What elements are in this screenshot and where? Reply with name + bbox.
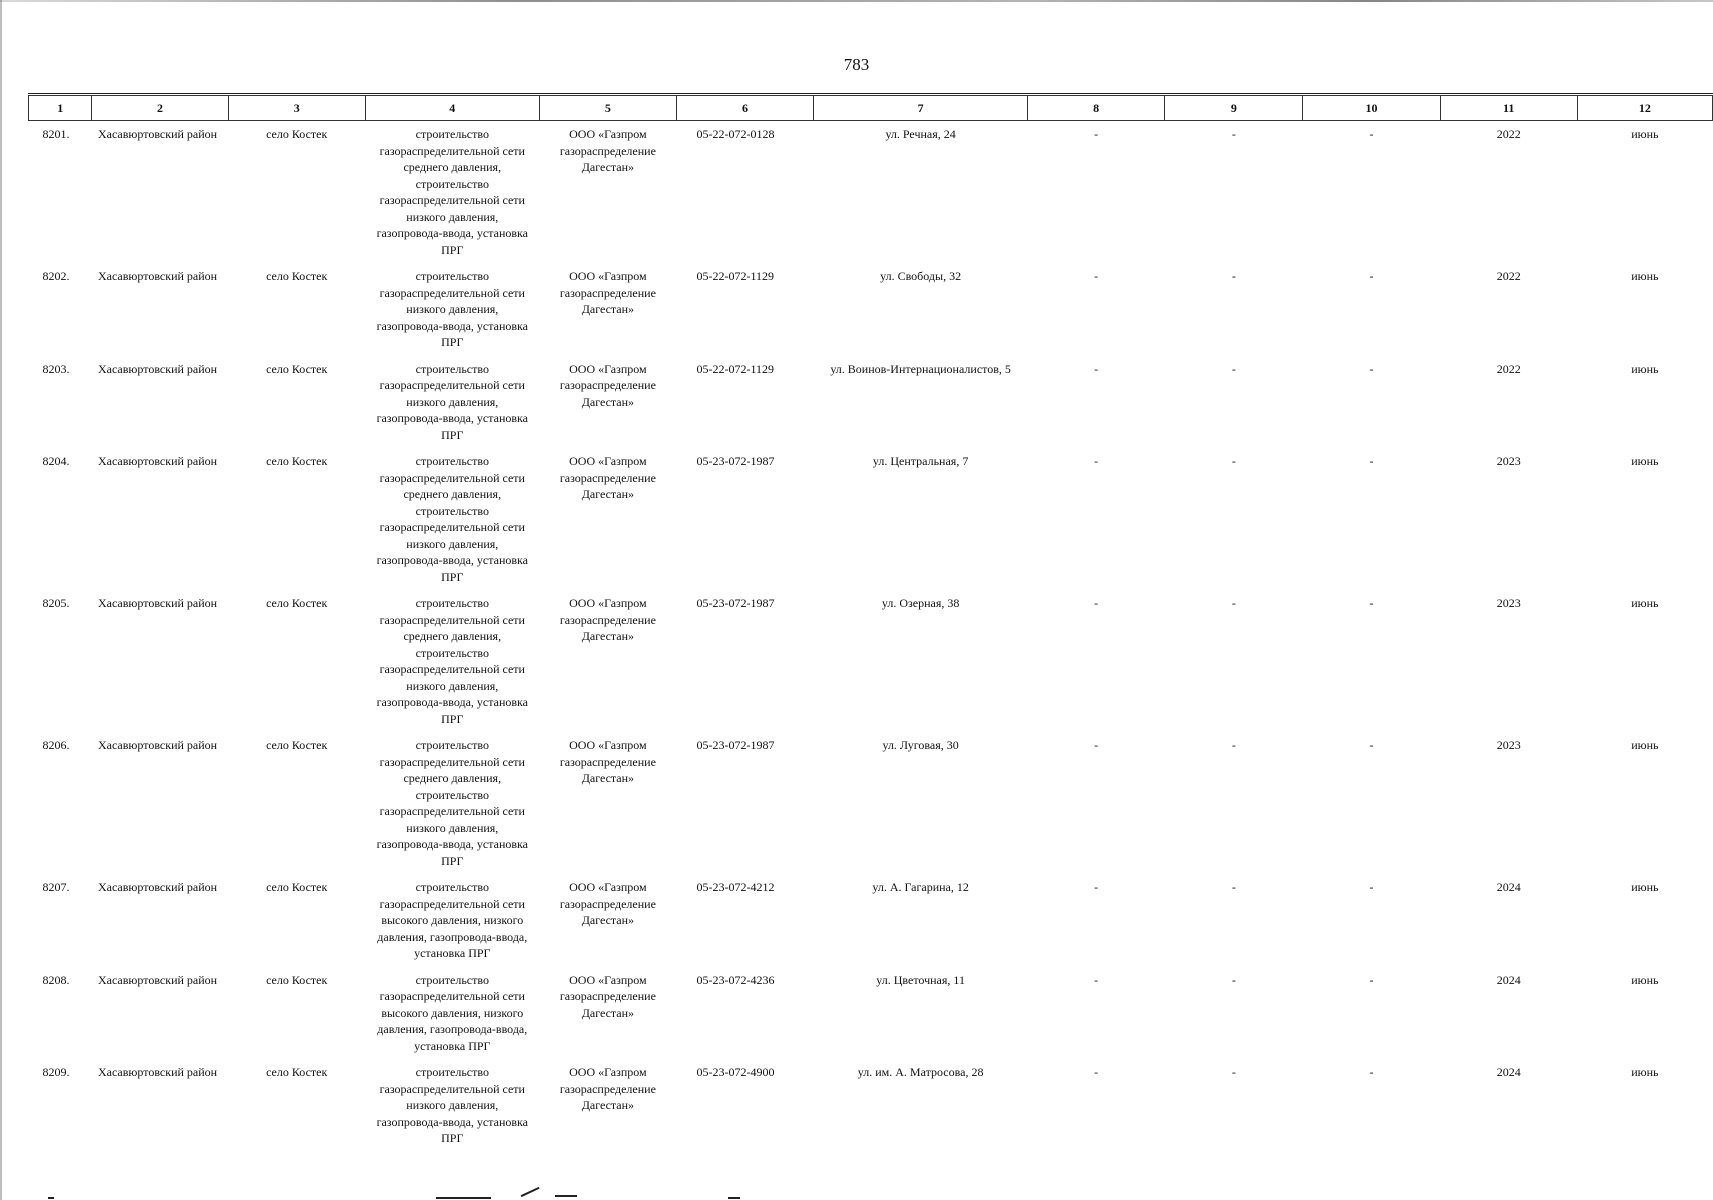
column-header-7: 7	[814, 96, 1028, 121]
month-cell: июнь	[1631, 1065, 1659, 1079]
scan-bottom-marks	[0, 1183, 1713, 1200]
settlement-cell: село Костек	[266, 738, 328, 752]
program-code-cell: 05-22-072-1129	[696, 361, 775, 376]
program-code-cell: 05-23-072-4900	[696, 1065, 775, 1079]
district-cell: Хасавюртовский район	[97, 269, 218, 283]
works-cell-line: давления, газопровода-ввода,	[377, 929, 528, 944]
organization-cell-line: Дагестан»	[581, 629, 635, 643]
works-cell	[365, 453, 539, 595]
works-cell-line: газопровода-ввода, установка	[376, 553, 529, 567]
table-row	[29, 268, 1713, 361]
organization-cell-line: ООО «Газпром	[569, 738, 647, 752]
month-cell: июнь	[1631, 596, 1659, 610]
works-cell-line: строительство	[415, 503, 489, 518]
works-cell-line: высокого давления, низкого	[381, 1005, 524, 1020]
works-cell	[365, 361, 539, 454]
works-cell-line: газопровода-ввода, установка	[376, 1114, 529, 1129]
organization-cell-line: ООО «Газпром	[569, 880, 647, 894]
organization-cell-line: газораспределение	[559, 989, 656, 1003]
works-cell-line: ПРГ	[441, 1131, 464, 1145]
address-cell: ул. Воинов-Интернационалистов, 5	[830, 361, 1011, 376]
settlement-cell: село Костек	[266, 972, 328, 987]
row-number: 8202.	[42, 269, 70, 283]
organization-cell-line: ООО «Газпром	[569, 972, 647, 987]
works-cell-line: строительство	[415, 787, 489, 802]
column-header-11: 11	[1440, 96, 1577, 121]
column-header-10: 10	[1303, 96, 1440, 121]
works-cell	[365, 879, 539, 972]
column-9-cell: -	[1231, 972, 1236, 987]
works-cell-line: строительство	[415, 361, 489, 376]
column-9-cell: -	[1231, 269, 1236, 283]
column-9-cell: -	[1231, 454, 1236, 468]
year-cell: 2023	[1496, 454, 1521, 468]
header-row	[29, 96, 1713, 121]
works-cell	[365, 121, 539, 269]
organization-cell-line: Дагестан»	[581, 913, 635, 927]
settlement-cell: село Костек	[266, 1065, 328, 1079]
column-9-cell: -	[1231, 738, 1236, 752]
table-row	[29, 879, 1713, 972]
table-body	[29, 121, 1713, 1157]
organization-cell-line: газораспределение	[559, 378, 656, 392]
works-cell-line: газопровода-ввода, установка	[376, 318, 529, 333]
settlement-cell: село Костек	[266, 454, 328, 468]
table-row	[29, 972, 1713, 1065]
organization-cell-line: Дагестан»	[581, 771, 635, 785]
organization-cell-line: газораспределение	[559, 1081, 656, 1096]
works-cell-line: газораспределительной сети	[379, 520, 525, 534]
district-cell: Хасавюртовский район	[97, 972, 218, 987]
works-cell-line: низкого давления,	[406, 209, 499, 224]
column-8-cell: -	[1094, 596, 1099, 610]
program-code-cell: 05-23-072-1987	[696, 738, 775, 752]
row-number: 8208.	[42, 972, 70, 987]
works-cell-line: газораспределительной сети	[379, 754, 525, 769]
works-cell-line: низкого давления,	[406, 536, 499, 551]
table-row	[29, 1064, 1713, 1157]
year-cell: 2023	[1496, 738, 1521, 752]
district-cell: Хасавюртовский район	[97, 361, 218, 376]
table-top-rule	[28, 93, 1713, 94]
column-8-cell: -	[1094, 880, 1099, 894]
program-code-cell: 05-22-072-0128	[696, 127, 775, 141]
settlement-cell: село Костек	[266, 269, 328, 283]
month-cell: июнь	[1631, 880, 1659, 894]
works-cell-line: строительство	[415, 127, 489, 141]
organization-cell	[539, 268, 676, 361]
row-number: 8204.	[42, 454, 70, 468]
year-cell: 2024	[1496, 880, 1521, 894]
column-header-12: 12	[1577, 96, 1712, 121]
works-cell	[365, 737, 539, 879]
settlement-cell: село Костек	[266, 596, 328, 610]
organization-cell-line: Дагестан»	[581, 394, 635, 409]
works-cell-line: низкого давления,	[406, 394, 499, 409]
works-cell-line: газораспределительной сети	[379, 285, 525, 300]
settlement-cell: село Костек	[266, 361, 328, 376]
year-cell: 2024	[1496, 972, 1521, 987]
organization-cell-line: ООО «Газпром	[569, 127, 647, 141]
district-cell: Хасавюртовский район	[97, 127, 218, 141]
works-cell-line: строительство	[415, 645, 489, 660]
works-cell	[365, 1064, 539, 1157]
column-8-cell: -	[1094, 361, 1099, 376]
works-cell-line: газораспределительной сети	[379, 662, 525, 676]
organization-cell-line: Дагестан»	[581, 302, 635, 316]
page-number: 783	[843, 55, 870, 74]
year-cell: 2022	[1496, 127, 1521, 141]
organization-cell	[539, 453, 676, 595]
works-cell-line: газораспределительной сети	[379, 143, 525, 158]
month-cell: июнь	[1631, 361, 1659, 376]
address-cell: ул. им. А. Матросова, 28	[857, 1065, 984, 1079]
works-cell	[365, 972, 539, 1065]
works-cell-line: строительство	[415, 176, 489, 191]
organization-cell-line: Дагестан»	[581, 160, 635, 174]
column-8-cell: -	[1094, 972, 1099, 987]
column-header-5: 5	[539, 96, 676, 121]
organization-cell-line: ООО «Газпром	[569, 1065, 647, 1079]
works-cell-line: строительство	[415, 269, 489, 283]
district-cell: Хасавюртовский район	[97, 738, 218, 752]
organization-cell	[539, 1064, 676, 1157]
district-cell: Хасавюртовский район	[97, 880, 218, 894]
month-cell: июнь	[1631, 738, 1659, 752]
row-number: 8201.	[42, 127, 70, 141]
works-cell-line: среднего давления,	[403, 487, 502, 501]
works-cell-line: газопровода-ввода, установка	[376, 226, 529, 240]
column-10-cell: -	[1369, 880, 1374, 894]
program-code-cell: 05-23-072-4212	[696, 880, 775, 894]
organization-cell-line: Дагестан»	[581, 1005, 635, 1020]
works-cell-line: газораспределительной сети	[379, 470, 525, 485]
works-cell-line: высокого давления, низкого	[381, 913, 524, 927]
table-row	[29, 121, 1713, 269]
year-cell: 2022	[1496, 361, 1521, 376]
program-code-cell: 05-22-072-1129	[696, 269, 775, 283]
row-number: 8203.	[42, 361, 70, 376]
organization-cell-line: ООО «Газпром	[569, 361, 647, 376]
address-cell: ул. Луговая, 30	[882, 738, 959, 752]
row-number: 8207.	[42, 880, 70, 894]
address-cell: ул. Центральная, 7	[872, 454, 969, 468]
district-cell: Хасавюртовский район	[97, 596, 218, 610]
works-cell	[365, 595, 539, 737]
column-10-cell: -	[1369, 1065, 1374, 1079]
organization-cell-line: ООО «Газпром	[569, 269, 647, 283]
organization-cell	[539, 595, 676, 737]
column-header-8: 8	[1028, 96, 1165, 121]
row-number: 8209.	[42, 1065, 70, 1079]
column-9-cell: -	[1231, 127, 1236, 141]
column-header-3: 3	[228, 96, 365, 121]
works-cell-line: ПРГ	[441, 242, 464, 257]
works-cell-line: строительство	[415, 972, 489, 987]
district-cell: Хасавюртовский район	[97, 1065, 218, 1079]
column-10-cell: -	[1369, 127, 1374, 141]
address-cell: ул. Речная, 24	[885, 127, 956, 141]
works-cell-line: ПРГ	[441, 711, 464, 726]
column-8-cell: -	[1094, 454, 1099, 468]
column-10-cell: -	[1369, 972, 1374, 987]
works-cell-line: среднего давления,	[403, 160, 502, 174]
month-cell: июнь	[1631, 269, 1659, 283]
settlement-cell: село Костек	[266, 880, 328, 894]
column-9-cell: -	[1231, 361, 1236, 376]
works-cell-line: ПРГ	[441, 853, 464, 868]
works-cell-line: газораспределительной сети	[379, 1081, 525, 1096]
organization-cell-line: газораспределение	[559, 470, 656, 485]
column-10-cell: -	[1369, 454, 1374, 468]
organization-cell	[539, 737, 676, 879]
organization-cell-line: газораспределение	[559, 143, 656, 158]
program-code-cell: 05-23-072-1987	[696, 596, 775, 610]
works-cell-line: низкого давления,	[406, 820, 499, 835]
works-cell-line: низкого давления,	[406, 302, 499, 316]
column-9-cell: -	[1231, 1065, 1236, 1079]
organization-cell	[539, 361, 676, 454]
column-10-cell: -	[1369, 596, 1374, 610]
row-number: 8205.	[42, 596, 70, 610]
column-header-4: 4	[365, 96, 539, 121]
works-cell-line: ПРГ	[441, 335, 464, 349]
column-8-cell: -	[1094, 738, 1099, 752]
table-row	[29, 453, 1713, 595]
works-cell-line: газораспределительной сети	[379, 378, 525, 392]
table-header	[29, 96, 1713, 121]
organization-cell-line: газораспределение	[559, 612, 656, 627]
month-cell: июнь	[1631, 972, 1659, 987]
column-10-cell: -	[1369, 269, 1374, 283]
column-header-2: 2	[92, 96, 228, 121]
year-cell: 2024	[1496, 1065, 1521, 1079]
program-code-cell: 05-23-072-1987	[696, 454, 775, 468]
works-cell-line: газораспределительной сети	[379, 804, 525, 818]
month-cell: июнь	[1631, 454, 1659, 468]
organization-cell-line: газораспределение	[559, 285, 656, 300]
organization-cell-line: газораспределение	[559, 754, 656, 769]
works-cell-line: среднего давления,	[403, 771, 502, 785]
month-cell: июнь	[1631, 127, 1659, 141]
organization-cell-line: ООО «Газпром	[569, 454, 647, 468]
works-cell	[365, 268, 539, 361]
organization-cell-line: ООО «Газпром	[569, 596, 647, 610]
settlement-cell: село Костек	[266, 127, 328, 141]
works-cell-line: строительство	[415, 880, 489, 894]
district-cell: Хасавюртовский район	[97, 454, 218, 468]
works-cell-line: газопровода-ввода, установка	[376, 695, 529, 709]
organization-cell-line: газораспределение	[559, 896, 656, 911]
column-8-cell: -	[1094, 127, 1099, 141]
works-cell-line: строительство	[415, 1065, 489, 1079]
works-cell-line: строительство	[415, 454, 489, 468]
address-cell: ул. Озерная, 38	[881, 596, 960, 610]
row-number: 8206.	[42, 738, 70, 752]
column-9-cell: -	[1231, 880, 1236, 894]
works-cell-line: установка ПРГ	[414, 1038, 491, 1053]
organization-cell	[539, 879, 676, 972]
works-cell-line: установка ПРГ	[414, 946, 491, 960]
address-cell: ул. Свободы, 32	[880, 269, 962, 283]
works-cell-line: газораспределительной сети	[379, 612, 525, 627]
organization-cell-line: Дагестан»	[581, 1098, 635, 1112]
column-10-cell: -	[1369, 361, 1374, 376]
works-cell-line: низкого давления,	[406, 678, 499, 693]
column-9-cell: -	[1231, 596, 1236, 610]
scan-edge-top	[0, 0, 1713, 2]
scan-edge-left	[0, 0, 2, 1200]
gasification-registry-table	[28, 95, 1713, 1157]
column-8-cell: -	[1094, 269, 1099, 283]
works-cell-line: газораспределительной сети	[379, 989, 525, 1003]
table-row	[29, 361, 1713, 454]
program-code-cell: 05-23-072-4236	[696, 972, 775, 987]
works-cell-line: давления, газопровода-ввода,	[377, 1022, 528, 1036]
year-cell: 2023	[1496, 596, 1521, 610]
column-header-6: 6	[676, 96, 813, 121]
works-cell-line: ПРГ	[441, 569, 464, 584]
works-cell-line: газораспределительной сети	[379, 193, 525, 207]
address-cell: ул. А. Гагарина, 12	[872, 880, 969, 894]
organization-cell	[539, 121, 676, 269]
works-cell-line: газопровода-ввода, установка	[376, 411, 529, 425]
works-cell-line: газопровода-ввода, установка	[376, 837, 529, 851]
works-cell-line: ПРГ	[441, 427, 464, 442]
column-10-cell: -	[1369, 738, 1374, 752]
works-cell-line: строительство	[415, 738, 489, 752]
table-row	[29, 595, 1713, 737]
column-8-cell: -	[1094, 1065, 1099, 1079]
works-cell-line: строительство	[415, 596, 489, 610]
column-header-1: 1	[29, 96, 92, 121]
table-row	[29, 737, 1713, 879]
works-cell-line: среднего давления,	[403, 629, 502, 643]
works-cell-line: низкого давления,	[406, 1098, 499, 1112]
address-cell: ул. Цветочная, 11	[876, 972, 965, 987]
organization-cell-line: Дагестан»	[581, 487, 635, 501]
works-cell-line: газораспределительной сети	[379, 896, 525, 911]
year-cell: 2022	[1496, 269, 1521, 283]
organization-cell	[539, 972, 676, 1065]
column-header-9: 9	[1165, 96, 1303, 121]
